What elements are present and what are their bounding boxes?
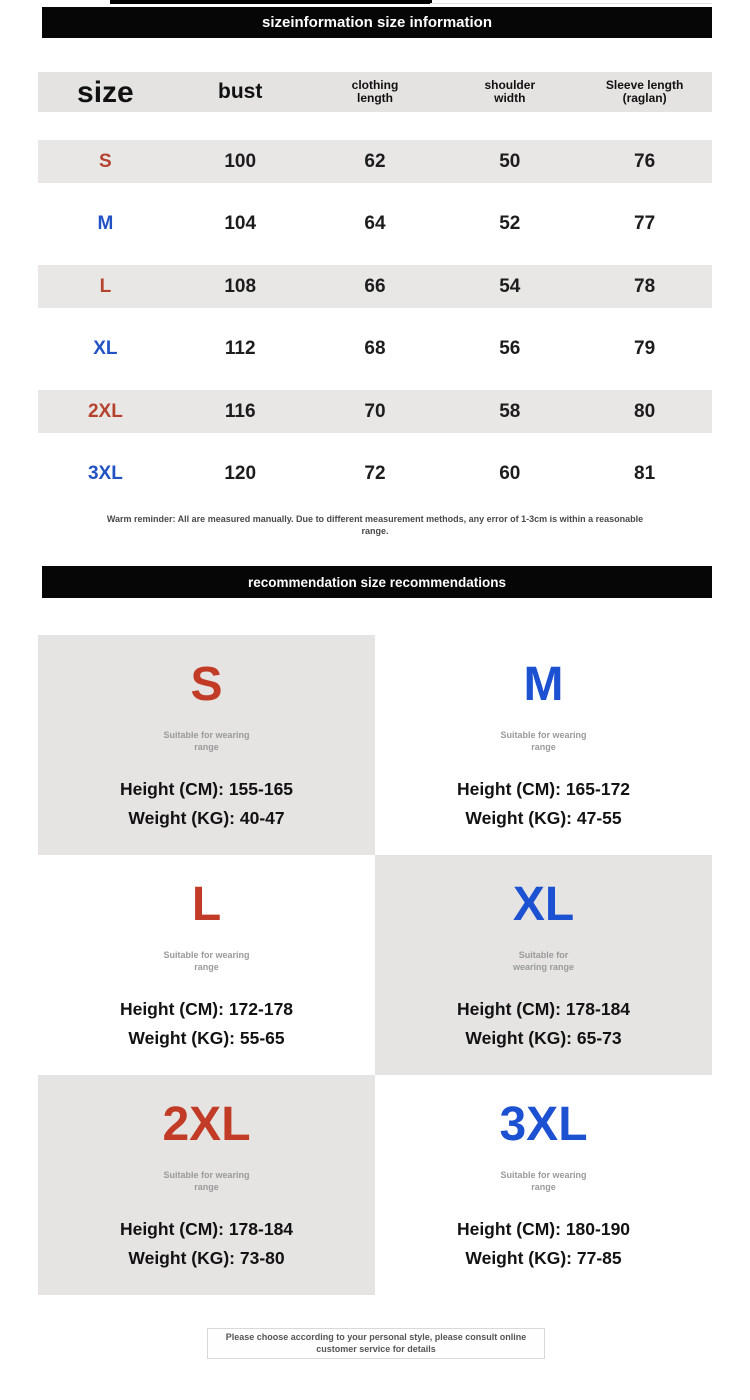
row-sleeve-length-value: 77 [634, 212, 656, 234]
row-size-label: 2XL [87, 400, 123, 422]
weight-range: Weight (KG): 77-85 [465, 1248, 622, 1269]
suitable-range-label: Suitable for wearing range [500, 1170, 587, 1193]
measurement-disclaimer: Warm reminder: All are measured manually. Due to different measurement methods, any error of 1-3cm is within a reasonable range. [106, 514, 644, 536]
header-bust: bust [218, 80, 263, 104]
row-bust-value: 120 [224, 462, 257, 484]
table-row-2xl [38, 390, 712, 433]
top-crop-artifact [110, 0, 432, 4]
recommendation-banner-title: recommendation size recommendations [247, 574, 507, 590]
height-range: Height (CM): 178-184 [119, 1219, 294, 1240]
row-size-label: XL [93, 337, 118, 359]
consult-service-note [207, 1328, 545, 1359]
height-range: Height (CM): 165-172 [456, 779, 631, 800]
size-letter: S [190, 658, 223, 711]
table-row-3xl [38, 452, 712, 495]
recommendation-cell-2xl [38, 1075, 375, 1295]
table-row-s [38, 140, 712, 183]
row-clothing-length-value: 66 [364, 275, 386, 297]
row-shoulder-width-value: 56 [499, 337, 521, 359]
row-sleeve-length-value: 78 [634, 275, 656, 297]
height-range: Height (CM): 178-184 [456, 999, 631, 1020]
suitable-range-label: Suitable for wearing range [163, 950, 250, 973]
size-table-header-row [38, 72, 712, 112]
weight-range: Weight (KG): 55-65 [128, 1028, 285, 1049]
header-sleeve-length: Sleeve length (raglan) [605, 77, 684, 105]
row-shoulder-width-value: 58 [499, 400, 521, 422]
height-range: Height (CM): 155-165 [119, 779, 294, 800]
recommendation-cell-m [375, 635, 712, 855]
size-letter: 3XL [499, 1098, 588, 1151]
suitable-range-label: Suitable for wearing range [163, 1170, 250, 1193]
suitable-range-label: Suitable for wearing range [512, 950, 575, 973]
row-shoulder-width-value: 60 [499, 462, 521, 484]
row-shoulder-width-value: 52 [499, 212, 521, 234]
size-letter: 2XL [162, 1098, 251, 1151]
row-clothing-length-value: 62 [364, 150, 386, 172]
row-bust-value: 112 [224, 337, 256, 359]
row-sleeve-length-value: 81 [634, 462, 656, 484]
header-clothing-length: clothing length [351, 77, 399, 105]
weight-range: Weight (KG): 40-47 [128, 808, 285, 829]
row-clothing-length-value: 70 [364, 400, 386, 422]
suitable-range-label: Suitable for wearing range [163, 730, 250, 753]
height-range: Height (CM): 172-178 [119, 999, 294, 1020]
recommendation-cell-3xl [375, 1075, 712, 1295]
recommendation-cell-s [38, 635, 375, 855]
suitable-range-label: Suitable for wearing range [500, 730, 587, 753]
consult-service-note-text: Please choose according to your personal style, please consult online customer service for details [225, 1332, 527, 1354]
row-clothing-length-value: 68 [364, 337, 386, 359]
row-clothing-length-value: 64 [364, 212, 386, 234]
recommendation-banner [42, 566, 712, 598]
header-size: size [77, 75, 134, 109]
row-size-label: 3XL [87, 462, 123, 484]
table-row-xl [38, 327, 712, 370]
row-bust-value: 104 [224, 212, 257, 234]
weight-range: Weight (KG): 47-55 [465, 808, 622, 829]
row-clothing-length-value: 72 [364, 462, 386, 484]
row-shoulder-width-value: 50 [499, 150, 521, 172]
row-size-label: L [99, 275, 112, 297]
top-hairline [430, 3, 712, 4]
table-row-m [38, 202, 712, 245]
row-bust-value: 108 [224, 275, 257, 297]
row-sleeve-length-value: 76 [634, 150, 656, 172]
row-sleeve-length-value: 79 [634, 337, 656, 359]
size-letter: XL [512, 878, 575, 931]
row-size-label: M [97, 212, 114, 234]
recommendation-cell-xl [375, 855, 712, 1075]
size-recommendation-grid [38, 635, 712, 1295]
size-information-banner [42, 7, 712, 38]
row-bust-value: 116 [224, 400, 256, 422]
size-letter: L [191, 878, 222, 931]
weight-range: Weight (KG): 73-80 [128, 1248, 285, 1269]
row-sleeve-length-value: 80 [634, 400, 656, 422]
row-size-label: S [99, 150, 112, 172]
header-shoulder-width: shoulder width [484, 77, 536, 105]
height-range: Height (CM): 180-190 [456, 1219, 631, 1240]
size-letter: M [523, 658, 564, 711]
recommendation-cell-l [38, 855, 375, 1075]
size-information-banner-title: sizeinformation size information [261, 14, 493, 31]
weight-range: Weight (KG): 65-73 [465, 1028, 622, 1049]
row-shoulder-width-value: 54 [499, 275, 521, 297]
table-row-l [38, 265, 712, 308]
row-bust-value: 100 [224, 150, 257, 172]
